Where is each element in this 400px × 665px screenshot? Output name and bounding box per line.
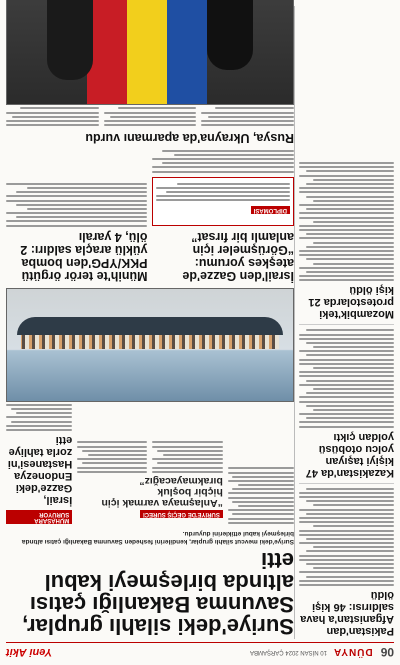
left-news-column [294, 6, 394, 639]
syria-deck: Suriye'deki mevcut silahlı gruplar, kendilerini fesheden Savunma Bakanlığı çatısı altında birleşmeyi kabul ettiklerini duyurdu. [21, 530, 294, 545]
pakistan-body-text [299, 488, 394, 586]
main-news-area [6, 6, 294, 639]
pakistan-headline: Pakistan'dan Afganistan'a hava saldırısı: 46 kişi öldü [300, 589, 394, 637]
quote-body-text [153, 442, 223, 473]
page-number: 06 [380, 645, 394, 659]
newspaper-logo: Yeni Akit [6, 646, 53, 658]
russia-body-text-2 [104, 108, 197, 127]
syria-body-text [228, 467, 294, 523]
kazakhstan-headline: Kazakistan'da 47 kişiyi taşıyan yolcu otobüsü yoldan çıktı [305, 430, 394, 479]
diplomacy-label: DİPLOMASİ [251, 206, 290, 214]
issue-date: 10 NİSAN 2024 ÇARŞAMBA [249, 649, 327, 655]
gaza-hospital-label: MUHASARA SÜRÜYOR [6, 510, 72, 524]
top-story-columns [6, 402, 294, 526]
press-conference-photo [6, 0, 294, 105]
russia-body-text-3 [6, 108, 99, 127]
russia-headline: Rusya, Ukrayna'da aparmanı vurdu [85, 131, 294, 146]
munich-body-text [6, 183, 148, 227]
syria-quote: “Anlaşmaya varmak için hiçbir boşluk bırakmayacağız” [101, 475, 223, 509]
gaza-ceasefire-headline: İsrail'den Gazze'de ateşkes yorumu: “Görüşmeler için anlamlı bir fırsat” [182, 229, 294, 283]
divider [299, 324, 394, 325]
diplomacy-box [153, 177, 295, 226]
section-title: DÜNYA [333, 646, 373, 658]
masthead [6, 642, 394, 661]
russia-columns [6, 105, 294, 128]
middle-columns [6, 147, 294, 284]
gaza-ceasefire-body-text [153, 150, 295, 173]
boat-photo [6, 288, 294, 402]
syria-box-label: SURİYE'DE GEÇİŞ SÜRECİ [140, 510, 223, 518]
mozambique-headline: Mozambik'teki protestolarda 21 kişi öldü [308, 284, 394, 321]
kazakhstan-body-text [299, 329, 394, 427]
syria-headline: Suriye'deki silahlı gruplar, Savunma Bakanlığı çatısı altında birleşmeyi kabul etti [22, 548, 294, 639]
russia-body-text [201, 108, 294, 127]
gaza-hospital-body-text [6, 404, 72, 431]
divider [299, 483, 394, 484]
mozambique-body-text [299, 162, 394, 281]
munich-headline: Münih'te terör örgütü PKK/YPG'den bomba yüklü araçla saldırı: 2 ölü, 4 yaralı [20, 229, 148, 283]
quote-body-text-2 [77, 442, 147, 473]
gaza-hospital-headline: İsrail, Gazze'deki Endonezya Hastanesi'ni zorla tahliye etti [7, 434, 73, 506]
